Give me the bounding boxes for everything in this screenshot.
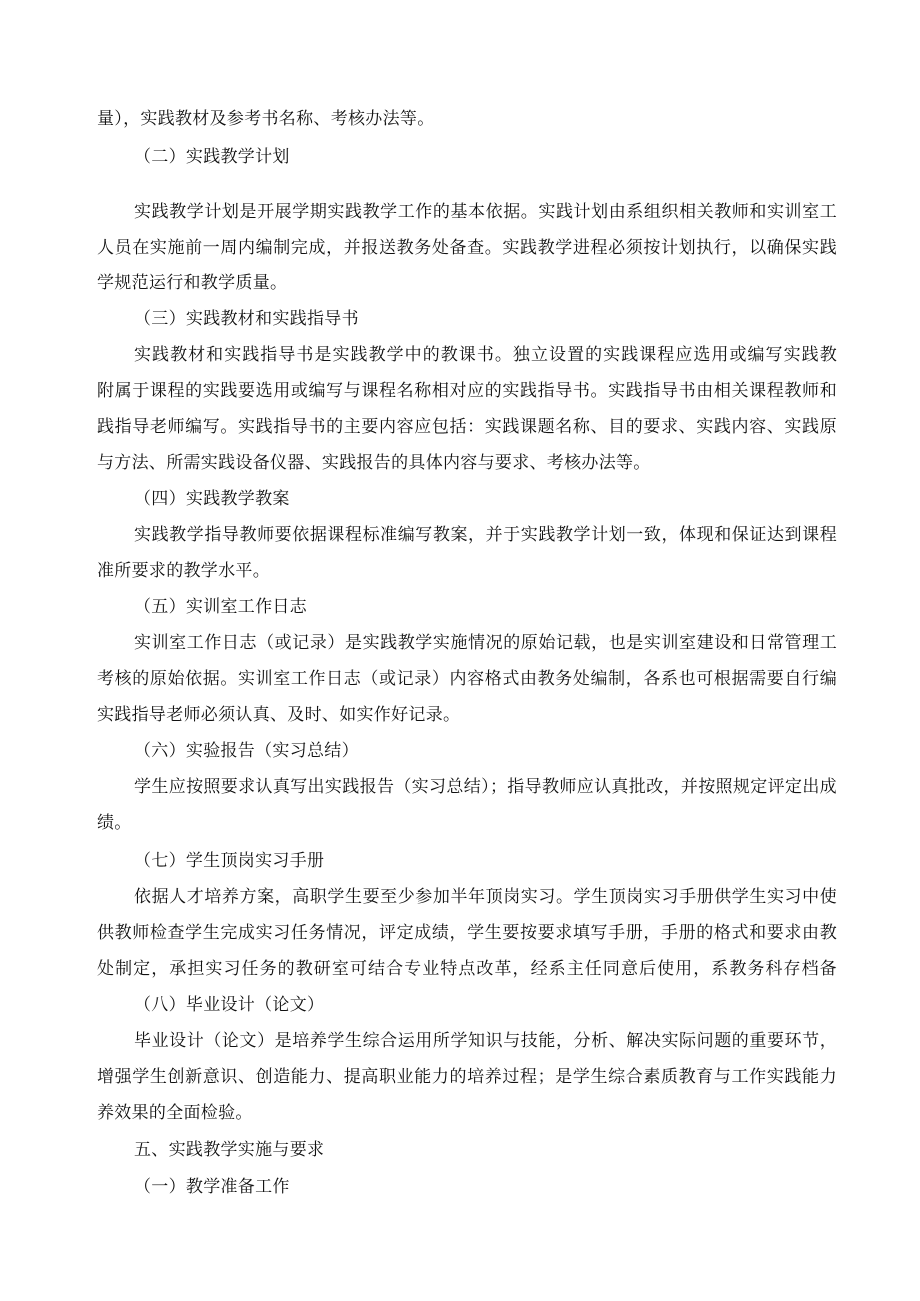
paragraph-line: 附属于课程的实践要选用或编写与课程名称相对应的实践指导书。实践指导书由相关课程教师和 xyxy=(97,381,837,401)
paragraph-line: 考核的原始依据。实训室工作日志（或记录）内容格式由教务处编制，各系也可根据需要自行编 xyxy=(97,669,837,689)
paragraph-line: 学生应按照要求认真写出实践报告（实习总结）；指导教师应认真批改，并按照规定评定出成 xyxy=(134,777,837,797)
paragraph-line: 实训室工作日志（或记录）是实践教学实施情况的原始记载，也是实训室建设和日常管理工 xyxy=(134,633,837,653)
section-heading: （一）教学准备工作 xyxy=(134,1177,290,1197)
paragraph-line: 与方法、所需实践设备仪器、实践报告的具体内容与要求、考核办法等。 xyxy=(97,453,651,473)
paragraph-line: 践指导老师编写。实践指导书的主要内容应包括：实践课题名称、目的要求、实践内容、实践原 xyxy=(97,417,837,437)
paragraph-line: 实践教学计划是开展学期实践教学工作的基本依据。实践计划由系组织相关教师和实训室工 xyxy=(134,202,837,222)
chapter-heading: 五、实践教学实施与要求 xyxy=(134,1140,325,1160)
paragraph-line: 养效果的全面检验。 xyxy=(97,1103,253,1123)
paragraph-line: 实践教材和实践指导书是实践教学中的教课书。独立设置的实践课程应选用或编写实践教 xyxy=(134,345,837,365)
paragraph-line: 绩。 xyxy=(97,813,132,833)
paragraph-line: 量），实践教材及参考书名称、考核办法等。 xyxy=(97,109,435,129)
section-heading: （八）毕业设计（论文） xyxy=(134,995,325,1015)
section-heading: （七）学生顶岗实习手册 xyxy=(134,851,325,871)
section-heading: （二）实践教学计划 xyxy=(134,147,290,167)
paragraph-line: 实践指导老师必须认真、及时、如实作好记录。 xyxy=(97,705,461,725)
paragraph-line: 供教师检查学生完成实习任务情况，评定成绩，学生要按要求填写手册，手册的格式和要求由教 xyxy=(97,923,837,943)
paragraph-line: 人员在实施前一周内编制完成，并报送教务处备查。实践教学进程必须按计划执行，以确保实践 xyxy=(97,238,837,258)
section-heading: （三）实践教材和实践指导书 xyxy=(134,309,359,329)
paragraph-line: 学规范运行和教学质量。 xyxy=(97,273,288,293)
section-heading: （五）实训室工作日志 xyxy=(134,597,307,617)
section-heading: （四）实践教学教案 xyxy=(134,489,290,509)
paragraph-line: 毕业设计（论文）是培养学生综合运用所学知识与技能，分析、解决实际问题的重要环节， xyxy=(134,1031,837,1051)
paragraph-line: 依据人才培养方案，高职学生要至少参加半年顶岗实习。学生顶岗实习手册供学生实习中使 xyxy=(134,887,837,907)
paragraph-line: 处制定，承担实习任务的教研室可结合专业特点改革，经系主任同意后使用，系教务科存档备 xyxy=(97,959,837,979)
paragraph-line: 准所要求的教学水平。 xyxy=(97,561,270,581)
section-heading: （六）实验报告（实习总结） xyxy=(134,741,359,761)
paragraph-line: 实践教学指导教师要依据课程标准编写教案，并于实践教学计划一致，体现和保证达到课程 xyxy=(134,525,837,545)
paragraph-line: 增强学生创新意识、创造能力、提高职业能力的培养过程；是学生综合素质教育与工作实践能力 xyxy=(97,1067,837,1087)
